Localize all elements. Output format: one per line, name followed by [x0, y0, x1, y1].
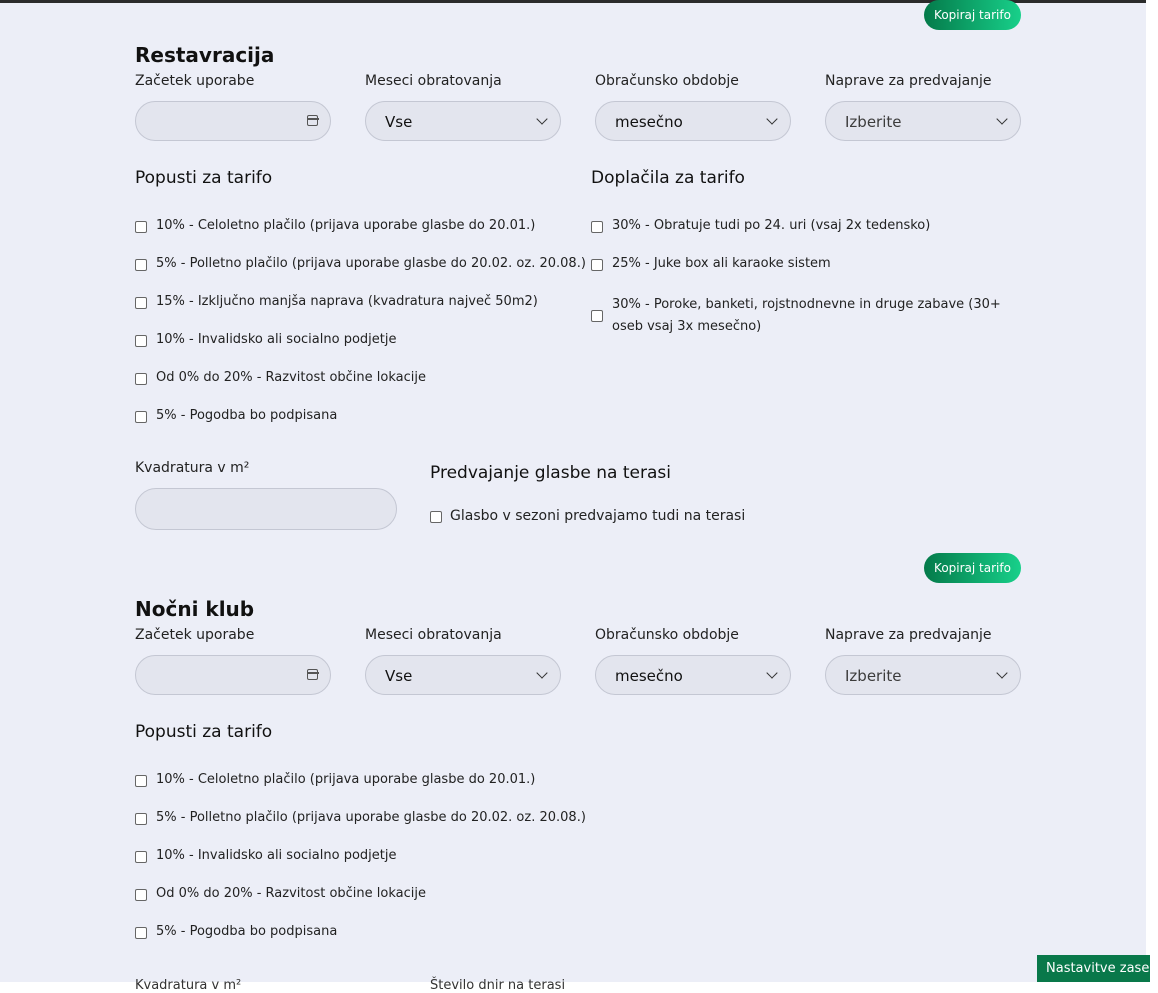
start-date-input[interactable]: [135, 101, 331, 141]
discount-option[interactable]: [135, 886, 426, 905]
period-label: Obračunsko obdobje: [595, 73, 739, 89]
checkbox[interactable]: [135, 775, 147, 787]
chevron-down-icon: [996, 667, 1007, 678]
months-select[interactable]: [365, 655, 561, 695]
chevron-down-icon: [766, 667, 777, 678]
surcharge-option[interactable]: [591, 218, 930, 237]
discount-option[interactable]: [135, 848, 396, 867]
section-title: Restavracija: [135, 43, 275, 67]
discount-option-label: 5% - Pogodba bo podpisana: [156, 408, 338, 423]
area-label: Kvadratura v m²: [135, 460, 250, 476]
discount-option-label: 10% - Invalidsko ali socialno podjetje: [156, 332, 397, 347]
copy-tariff-button[interactable]: Kopiraj tarifo: [924, 553, 1021, 583]
devices-label: Naprave za predvajanje: [825, 73, 992, 89]
settings-button[interactable]: Nastavitve zaseb: [1037, 955, 1150, 982]
checkbox[interactable]: [135, 297, 147, 309]
period-select[interactable]: [595, 101, 791, 141]
months-select[interactable]: [365, 101, 561, 141]
discount-option[interactable]: [135, 332, 396, 351]
months-label: Meseci obratovanja: [365, 627, 502, 643]
period-select-value: mesečno: [615, 113, 683, 131]
checkbox[interactable]: [135, 221, 147, 233]
checkbox[interactable]: [135, 411, 147, 423]
surcharge-option-label: 25% - Juke box ali karaoke sistem: [612, 256, 831, 271]
discounts-heading: Popusti za tarifo: [135, 722, 273, 742]
devices-select-value: Izberite: [845, 667, 902, 685]
checkbox[interactable]: [591, 259, 603, 271]
checkbox[interactable]: [135, 851, 147, 863]
checkbox[interactable]: [135, 373, 147, 385]
checkbox[interactable]: [591, 221, 603, 233]
period-select[interactable]: [595, 655, 791, 695]
discount-option-label: 5% - Pogodba bo podpisana: [156, 924, 338, 939]
period-select-value: mesečno: [615, 667, 683, 685]
period-label: Obračunsko obdobje: [595, 627, 739, 643]
area-input[interactable]: [135, 488, 397, 530]
discount-option-label: 10% - Celoletno plačilo (prijava uporabe glasbe do 20.01.): [156, 218, 536, 233]
checkbox[interactable]: [135, 335, 147, 347]
discount-option[interactable]: [135, 924, 337, 943]
start-date-label: Začetek uporabe: [135, 627, 255, 643]
calendar-icon[interactable]: [307, 669, 318, 680]
area-label-cutoff: Kvadratura v m²: [135, 978, 242, 993]
terrace-heading: Predvajanje glasbe na terasi: [430, 463, 671, 483]
chevron-down-icon: [766, 113, 777, 124]
copy-tariff-button[interactable]: Kopiraj tarifo: [924, 0, 1021, 30]
discount-option-label: 15% - Izključno manjša naprava (kvadratura največ 50m2): [156, 294, 538, 309]
discount-option[interactable]: [135, 370, 426, 389]
checkbox[interactable]: [135, 927, 147, 939]
devices-select[interactable]: [825, 655, 1021, 695]
checkbox[interactable]: [135, 813, 147, 825]
discount-option-label: Od 0% do 20% - Razvitost občine lokacije: [156, 370, 426, 385]
calendar-icon[interactable]: [307, 115, 318, 126]
months-select-value: Vse: [385, 113, 413, 131]
discount-option-label: 10% - Celoletno plačilo (prijava uporabe glasbe do 20.01.): [156, 772, 536, 787]
devices-select-value: Izberite: [845, 113, 902, 131]
checkbox[interactable]: [135, 259, 147, 271]
surcharges-heading: Doplačila za tarifo: [591, 168, 745, 188]
surcharge-option-label: 30% - Obratuje tudi po 24. uri (vsaj 2x tedensko): [612, 218, 931, 233]
section-title: Nočni klub: [135, 597, 255, 621]
discount-option[interactable]: [135, 218, 535, 237]
discount-option[interactable]: [135, 294, 538, 313]
devices-label: Naprave za predvajanje: [825, 627, 992, 643]
months-label: Meseci obratovanja: [365, 73, 502, 89]
discount-option[interactable]: [135, 408, 337, 427]
discount-option-label: Od 0% do 20% - Razvitost občine lokacije: [156, 886, 426, 901]
chevron-down-icon: [996, 113, 1007, 124]
surcharge-option[interactable]: [591, 294, 1031, 338]
checkbox[interactable]: [591, 310, 603, 322]
chevron-down-icon: [536, 667, 547, 678]
discount-option-label: 5% - Polletno plačilo (prijava uporabe glasbe do 20.02. oz. 20.08.): [156, 810, 586, 825]
terrace-days-label-cutoff: Število dnir na terasi: [430, 978, 566, 993]
start-date-label: Začetek uporabe: [135, 73, 255, 89]
devices-select[interactable]: [825, 101, 1021, 141]
chevron-down-icon: [536, 113, 547, 124]
terrace-option-label: Glasbo v sezoni predvajamo tudi na terasi: [450, 508, 746, 524]
discount-option-label: 5% - Polletno plačilo (prijava uporabe glasbe do 20.02. oz. 20.08.): [156, 256, 586, 271]
months-select-value: Vse: [385, 667, 413, 685]
discounts-heading: Popusti za tarifo: [135, 168, 273, 188]
start-date-input[interactable]: [135, 655, 331, 695]
checkbox[interactable]: [135, 889, 147, 901]
discount-option[interactable]: [135, 256, 586, 275]
discount-option[interactable]: [135, 772, 535, 791]
surcharge-option[interactable]: [591, 256, 831, 275]
surcharge-option-label: 30% - Poroke, banketi, rojstnodnevne in druge zabave (30+ oseb vsaj 3x mesečno): [612, 297, 1001, 334]
discount-option-label: 10% - Invalidsko ali socialno podjetje: [156, 848, 397, 863]
terrace-option[interactable]: [430, 508, 745, 527]
checkbox[interactable]: [430, 511, 442, 523]
discount-option[interactable]: [135, 810, 586, 829]
